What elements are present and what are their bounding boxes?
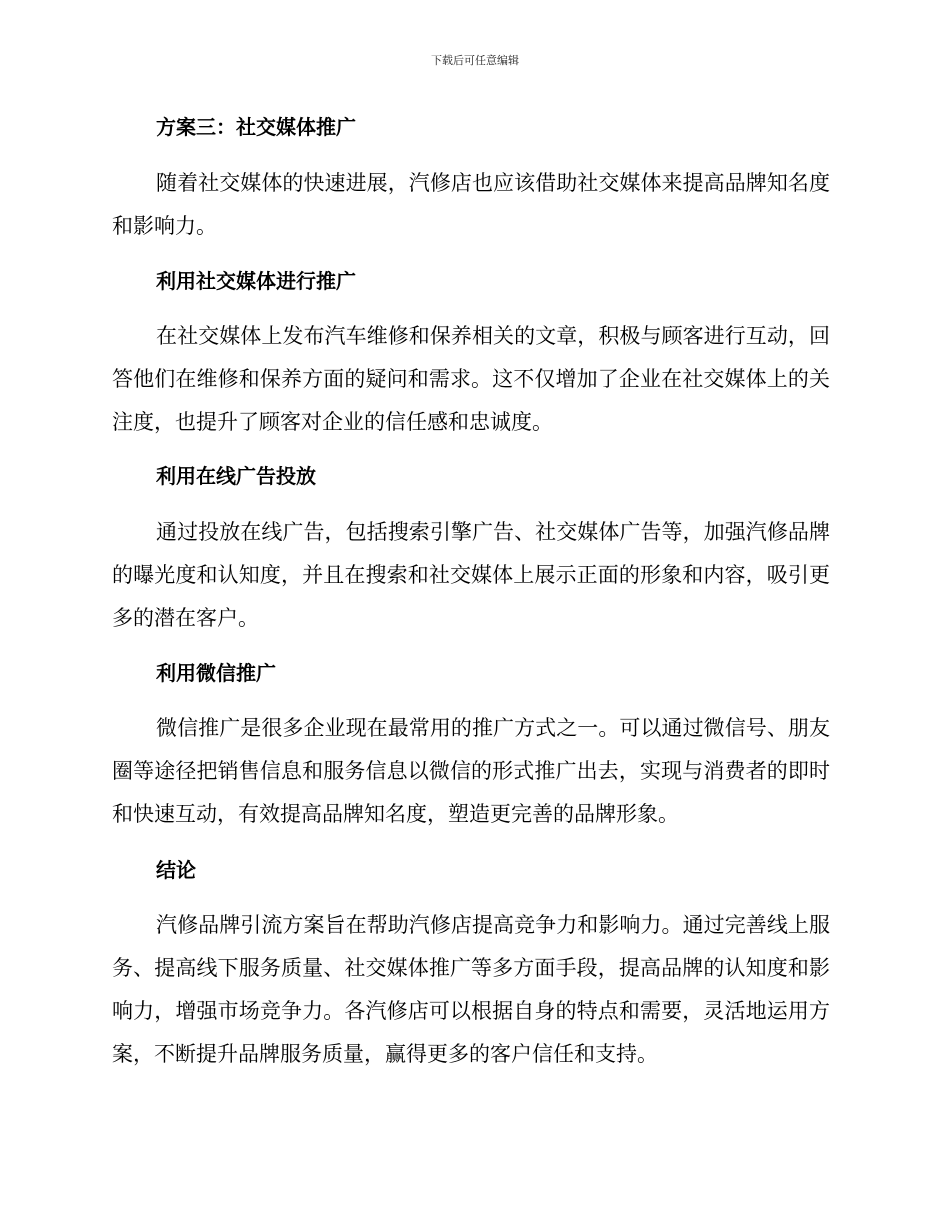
- section-paragraph-social-media: 随着社交媒体的快速进展，汽修店也应该借助社交媒体来提高品牌知名度和影响力。: [112, 171, 830, 238]
- section-paragraph-online-ads: 通过投放在线广告，包括搜索引擎广告、社交媒体广告等，加强汽修品牌的曝光度和认知度，并且在搜索和社交媒体上展示正面的形象和内容，吸引更多的潜在客户。: [112, 520, 830, 630]
- document-body: [112, 109, 830, 1076]
- section-heading-social-media: 方案三：社交媒体推广: [156, 115, 356, 139]
- section-heading-wechat: 利用微信推广: [156, 661, 276, 685]
- section-paragraph-conclusion: 汽修品牌引流方案旨在帮助汽修店提高竞争力和影响力。通过完善线上服务、提高线下服务质量、社交媒体推广等多方面手段，提高品牌的认知度和影响力，增强市场竞争力。各汽修店可以根据自身的特点和需要，灵活地运用方案，不断提升品牌服务质量，赢得更多的客户信任和支持。: [112, 913, 830, 1066]
- section-paragraph-wechat: 微信推广是很多企业现在最常用的推广方式之一。可以通过微信号、朋友圈等途径把销售信息和服务信息以微信的形式推广出去，实现与消费者的即时和快速互动，有效提高品牌知名度，塑造更完善的品牌形象。: [112, 716, 830, 826]
- section-paragraph-social-promotion: 在社交媒体上发布汽车维修和保养相关的文章，积极与顾客进行互动，回答他们在维修和保养方面的疑问和需求。这不仅增加了企业在社交媒体上的关注度，也提升了顾客对企业的信任感和忠诚度。: [112, 324, 830, 434]
- page-header: 下载后可任意编辑: [431, 54, 519, 67]
- section-heading-social-promotion: 利用社交媒体进行推广: [156, 269, 356, 293]
- section-heading-conclusion: 结论: [156, 858, 196, 882]
- section-heading-online-ads: 利用在线广告投放: [156, 464, 316, 488]
